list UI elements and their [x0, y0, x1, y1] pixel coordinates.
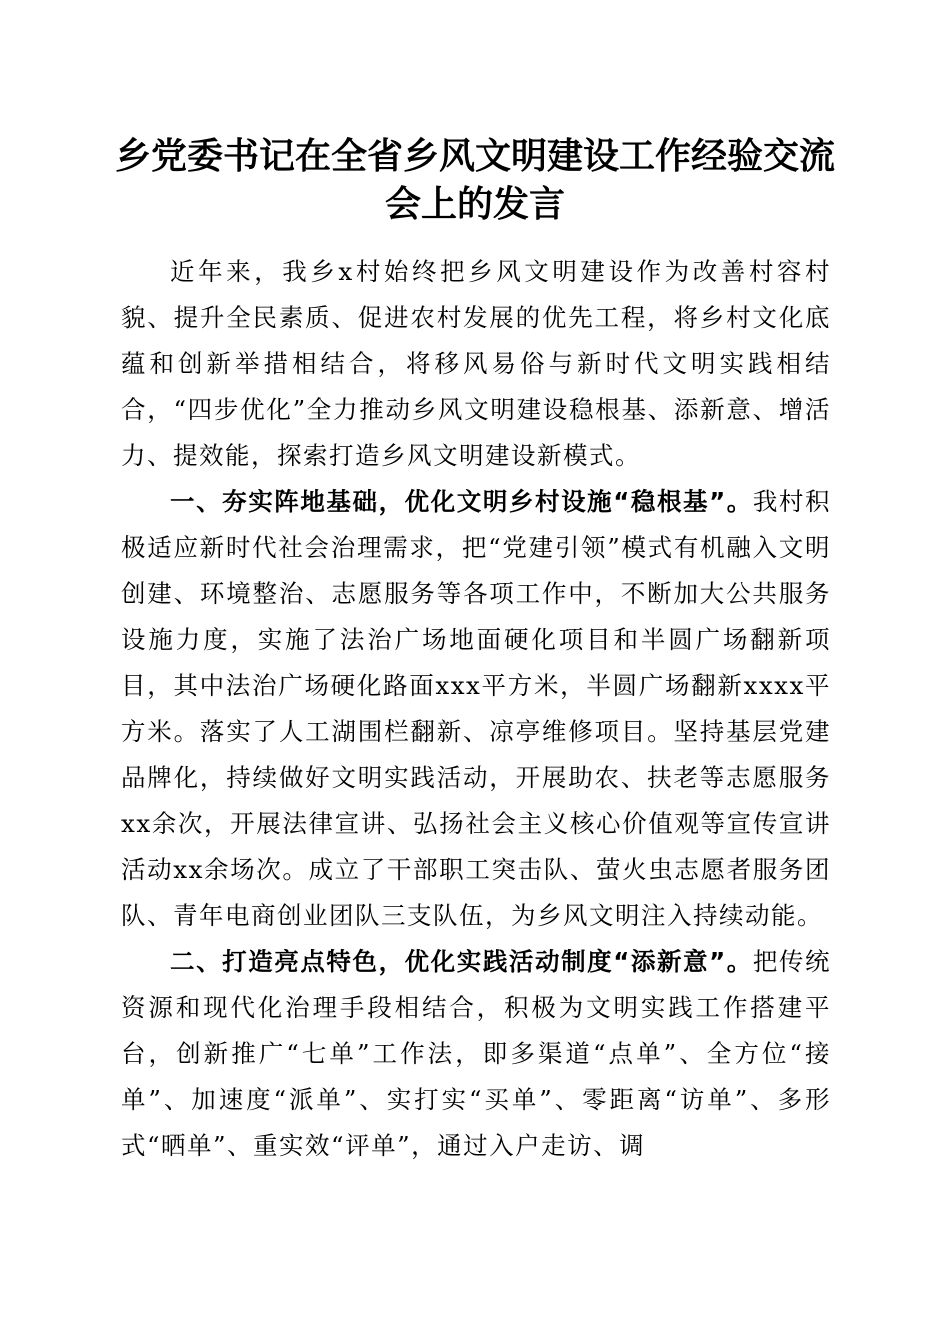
- paragraph-section-1: [121, 479, 831, 939]
- document-body: [121, 249, 831, 1169]
- paragraph-intro-text: 近年来，我乡x村始终把乡风文明建设作为改善村容村貌、提升全民素质、促进农村发展的优先工程，将乡村文化底蕴和创新举措相结合，将移风易俗与新时代文明实践相结合，“四步优化”全力推动乡风文明建设稳根基、添新意、增活力、提效能，探索打造乡风文明建设新模式。: [121, 257, 831, 470]
- paragraph-section-2: [121, 939, 831, 1169]
- section-2-text: 把传统资源和现代化治理手段相结合，积极为文明实践工作搭建平台，创新推广“七单”工作法，即多渠道“点单”、全方位“接单”、加速度“派单”、实打实“买单”、零距离“访单”、多形式“晒单”、重实效“评单”，通过入户走访、调: [121, 947, 832, 1160]
- section-1-heading: 一、夯实阵地基础，优化文明乡村设施“稳根基”。: [170, 487, 753, 516]
- section-1-text: 我村积极适应新时代社会治理需求，把“党建引领”模式有机融入文明创建、环境整治、志愿服务等各项工作中，不断加大公共服务设施力度，实施了法治广场地面硬化项目和半圆广场翻新项目，其中法治广场硬化路面xxx平方米，半圆广场翻新xxxx平方米。落实了人工湖围栏翻新、凉亭维修项目。坚持基层党建品牌化，持续做好文明实践活动，开展助农、扶老等志愿服务xx余次，开展法律宣讲、弘扬社会主义核心价值观等宣传宣讲活动xx余场次。成立了干部职工突击队、萤火虫志愿者服务团队、青年电商创业团队三支队伍，为乡风文明注入持续动能。: [121, 487, 832, 930]
- section-2-heading: 二、打造亮点特色，优化实践活动制度“添新意”。: [170, 947, 753, 976]
- paragraph-intro: [121, 249, 831, 479]
- document-title: 乡党委书记在全省乡风文明建设工作经验交流会上的发言: [114, 135, 835, 225]
